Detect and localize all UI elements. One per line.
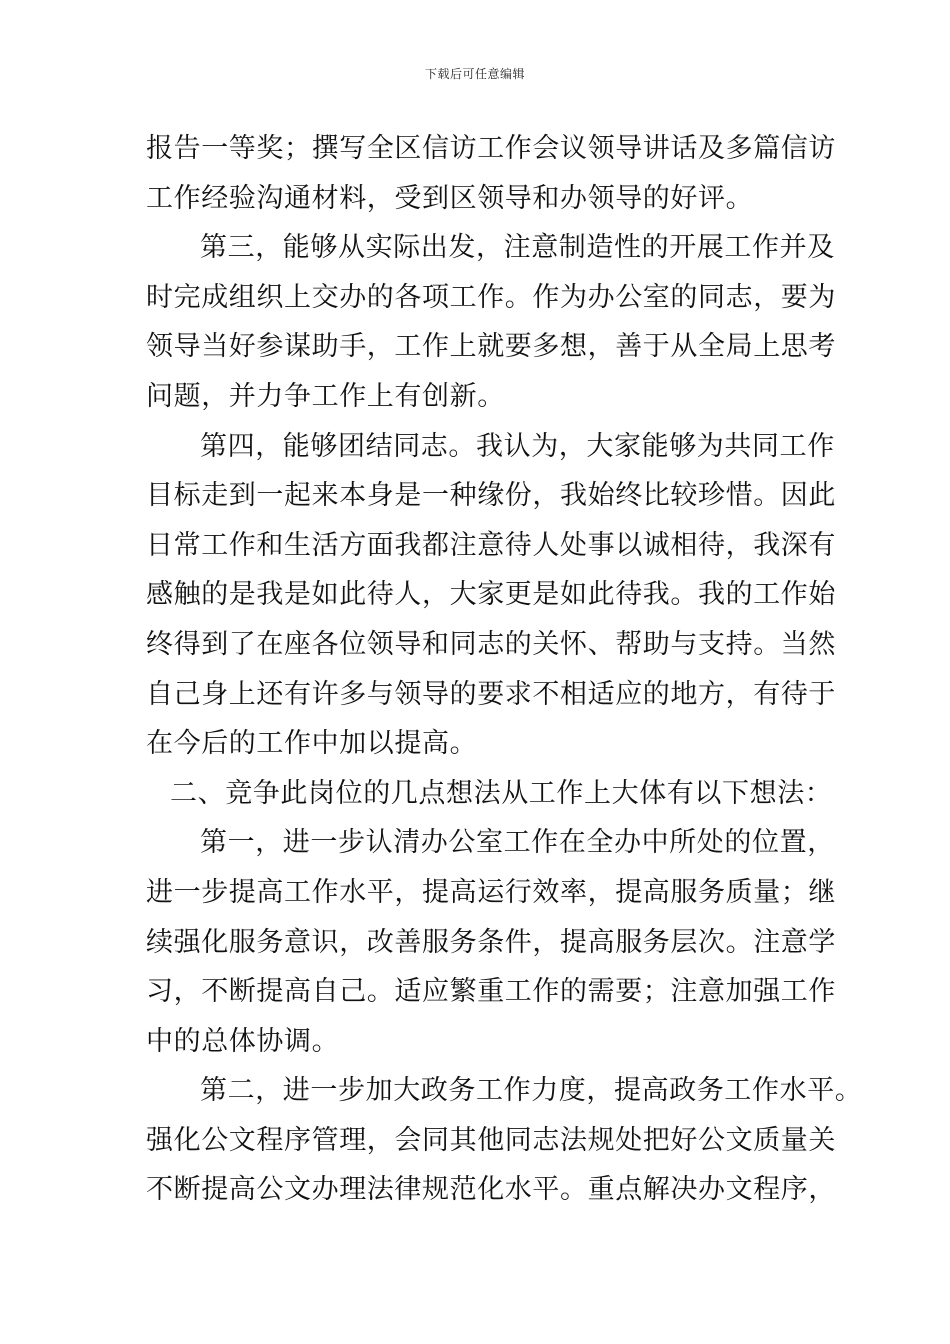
text-line: 感触的是我是如此待人，大家更是如此待我。我的工作始	[146, 579, 836, 611]
text-line: 问题，并力争工作上有创新。	[146, 380, 505, 412]
paragraph-start-line: 第四，能够团结同志。我认为，大家能够为共同工作	[200, 430, 835, 462]
text-line: 领导当好参谋助手，工作上就要多想，善于从全局上思考	[146, 331, 836, 363]
text-line: 目标走到一起来本身是一种缘份，我始终比较珍惜。因此	[146, 480, 836, 512]
page-header: 下载后可任意编辑	[424, 67, 525, 81]
text-line: 强化公文程序管理，会同其他同志法规处把好公文质量关	[146, 1124, 836, 1156]
text-line: 不断提高公文办理法律规范化水平。重点解决办文程序，	[146, 1174, 836, 1206]
paragraph-start-line: 第二，进一步加大政务工作力度，提高政务工作水平。	[200, 1075, 863, 1107]
text-line: 自己身上还有许多与领导的要求不相适应的地方，有待于	[146, 678, 836, 710]
section-heading-line: 二、竞争此岗位的几点想法从工作上大体有以下想法：	[170, 777, 833, 809]
text-line: 日常工作和生活方面我都注意待人处事以诚相待，我深有	[146, 529, 836, 561]
text-line: 在今后的工作中加以提高。	[146, 728, 478, 760]
text-line: 报告一等奖；撰写全区信访工作会议领导讲话及多篇信访	[146, 133, 836, 164]
paragraph-start-line: 第一，进一步认清办公室工作在全办中所处的位置，	[200, 827, 835, 859]
document-body	[146, 124, 863, 1215]
text-line: 工作经验沟通材料，受到区领导和办领导的好评。	[146, 182, 754, 214]
text-line: 进一步提高工作水平，提高运行效率，提高服务质量；继	[146, 876, 836, 908]
paragraph-start-line: 第三，能够从实际出发，注意制造性的开展工作并及	[200, 232, 835, 264]
text-line: 习，不断提高自己。适应繁重工作的需要；注意加强工作	[146, 976, 836, 1008]
text-line: 中的总体协调。	[146, 1025, 340, 1057]
text-line: 终得到了在座各位领导和同志的关怀、帮助与支持。当然	[146, 628, 836, 660]
text-line: 续强化服务意识，改善服务条件，提高服务层次。注意学	[146, 926, 836, 958]
text-line: 时完成组织上交办的各项工作。作为办公室的同志，要为	[146, 281, 836, 313]
